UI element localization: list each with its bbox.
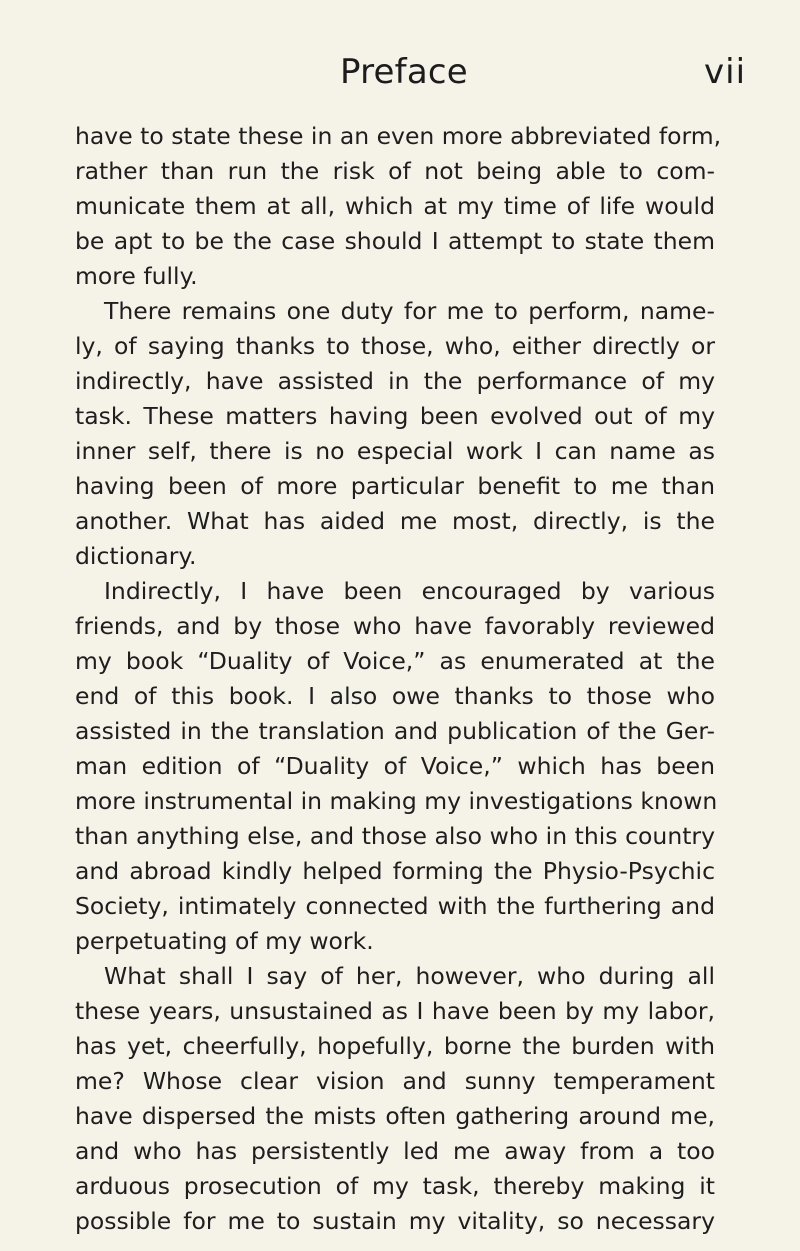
running-head xyxy=(0,52,800,100)
text-line: dictionary. xyxy=(75,542,197,570)
text-line: perpetuating of my work. xyxy=(75,927,374,955)
text-line: Indirectly, I have been encouraged by various xyxy=(104,577,715,605)
text-line: these years, unsustained as I have been by my labor, xyxy=(75,997,715,1025)
text-line: me? Whose clear vision and sunny temperament xyxy=(75,1067,715,1095)
text-line: more fully. xyxy=(75,262,198,290)
running-title: Preface xyxy=(340,52,468,92)
text-line: have dispersed the mists often gathering around me, xyxy=(75,1102,715,1130)
text-line: municate them at all, which at my time of life would xyxy=(75,192,715,220)
text-line: assisted in the translation and publication of the Ger- xyxy=(75,717,715,745)
paragraph xyxy=(75,119,722,294)
text-line: There remains one duty for me to perform, name- xyxy=(104,297,715,325)
text-line: and who has persistently led me away from a too xyxy=(75,1137,715,1165)
text-line: having been of more particular benefit to me than xyxy=(75,472,715,500)
paragraph xyxy=(75,959,715,1239)
text-line: inner self, there is no especial work I can name as xyxy=(75,437,715,465)
text-line: has yet, cheerfully, hopefully, borne the burden with xyxy=(75,1032,715,1060)
text-line: possible for me to sustain my vitality, so necessary xyxy=(75,1207,715,1235)
text-line: friends, and by those who have favorably reviewed xyxy=(75,612,715,640)
text-line: be apt to be the case should I attempt to state them xyxy=(75,227,715,255)
text-line: have to state these in an even more abbreviated form, xyxy=(75,122,722,150)
paragraph xyxy=(75,294,715,574)
body-text xyxy=(75,119,722,1239)
text-line: than anything else, and those also who in this country xyxy=(75,822,715,850)
text-line: arduous prosecution of my task, thereby making it xyxy=(75,1172,715,1200)
text-line: end of this book. I also owe thanks to those who xyxy=(75,682,715,710)
text-line: and abroad kindly helped forming the Physio-Psychic xyxy=(75,857,715,885)
text-line: my book “Duality of Voice,” as enumerated at the xyxy=(75,647,715,675)
text-line: rather than run the risk of not being able to com- xyxy=(75,157,715,185)
page-number: vii xyxy=(704,52,747,92)
text-line: man edition of “Duality of Voice,” which has been xyxy=(75,752,715,780)
paragraph xyxy=(75,574,718,959)
text-line: more instrumental in making my investigations known xyxy=(75,787,718,815)
text-line: What shall I say of her, however, who during all xyxy=(104,962,715,990)
text-line: task. These matters having been evolved out of my xyxy=(75,402,715,430)
text-line: ly, of saying thanks to those, who, either directly or xyxy=(75,332,715,360)
text-line: another. What has aided me most, directly, is the xyxy=(75,507,715,535)
text-line: Society, intimately connected with the furthering and xyxy=(75,892,715,920)
text-line: indirectly, have assisted in the performance of my xyxy=(75,367,715,395)
